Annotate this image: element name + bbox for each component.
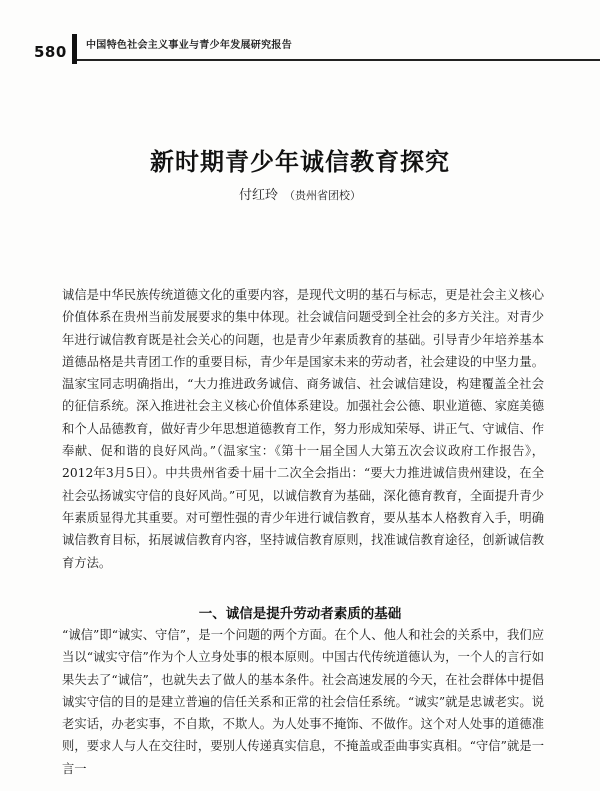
article-title: 新时期青少年诚信教育探究 [150, 147, 450, 177]
author-line [0, 184, 600, 203]
page-header [34, 34, 564, 66]
author-name: 付红玲 [238, 188, 278, 203]
page-number: 580 [34, 43, 67, 61]
intro-paragraph: 诚信是中华民族传统道德文化的重要内容，是现代文明的基石与标志，更是社会主义核心价值体系在贵州当前发展要求的集中体现。社会诚信问题受到全社会的多方关注。对青少年进行诚信教育既是社会关心的问题，也是青少年素质教育的基础。引导青少年培养基本道德品格是共青团工作的重要目标，青少年是国家未来的劳动者，社会建设的中坚力量。温家宝同志明确指出，“大力推进政务诚信、商务诚信、社会诚信建设，构建覆盖全社会的征信系统。深入推进社会主义核心价值体系建设。加强社会公德、职业道德、家庭美德和个人品德教育，做好青少年思想道德教育工作，努力形成知荣辱、讲正气、守诚信、作奉献、促和谐的良好风尚。”（温家宝：《第十一届全国人大第五次会议政府工作报告》，2012年3月5日）。中共贵州省委十届十二次全会指出：“要大力推进诚信贵州建设，在全社会弘扬诚实守信的良好风尚。”可见，以诚信教育为基础，深化德育教育，全面提升青少年素质显得尤其重要。对可塑性强的青少年进行诚信教育，要从基本人格教育入手，明确诚信教育目标，拓展诚信教育内容，坚持诚信教育原则，找准诚信教育途径，创新诚信教育方法。 [62, 288, 544, 570]
header-rule [77, 59, 600, 61]
section-heading: 一、诚信是提升劳动者素质的基础 [198, 606, 402, 623]
section-paragraph: “诚信”即“诚实、守信”，是一个问题的两个方面。在个人、他人和社会的关系中，我们应当以“诚实守信”作为个人立身处事的根本原则。中国古代传统道德认为，一个人的言行如果失去了“诚信”，也就失去了做人的基本条件。社会高速发展的今天，在社会群体中提倡诚实守信的目的是建立普遍的信任关系和正常的社会信任系统。“诚实”就是忠诚老实。说老实话，办老实事，不自欺，不欺人。为人处事不掩饰、不做作。这个对人处事的道德准则，要求人与人在交往时，要别人传递真实信息，不掩盖或歪曲事实真相。“守信”就是一言一 [62, 628, 544, 776]
running-head: 中国特色社会主义事业与青少年发展研究报告 [86, 40, 292, 51]
author-affiliation: （贵州省团校） [284, 189, 361, 202]
